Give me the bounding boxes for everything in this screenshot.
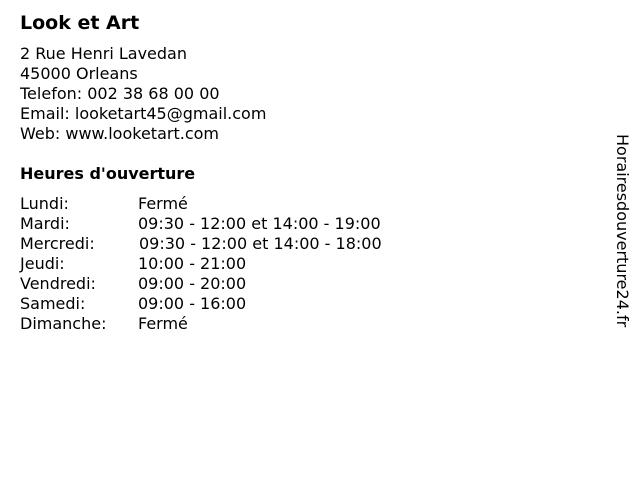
day-label: Lundi:: [20, 194, 69, 213]
day-label: Vendredi:: [20, 274, 96, 293]
phone-number: Telefon: 002 38 68 00 00: [20, 84, 220, 103]
contact-block: [20, 44, 266, 144]
day-hours: Fermé: [138, 314, 188, 333]
day-hours: Fermé: [138, 194, 188, 213]
day-hours: 09:00 - 16:00: [138, 294, 247, 313]
day-label: Dimanche:: [20, 314, 107, 333]
day-hours: 09:30 - 12:00 et 14:00 - 18:00: [139, 234, 382, 253]
email-address: Email: looketart45@gmail.com: [20, 104, 267, 123]
day-hours: 10:00 - 21:00: [138, 254, 247, 273]
day-label: Samedi:: [20, 294, 86, 313]
day-label: Mercredi:: [20, 234, 95, 253]
day-hours: 09:30 - 12:00 et 14:00 - 19:00: [138, 214, 381, 233]
day-hours: 09:00 - 20:00: [138, 274, 247, 293]
address-city: 45000 Orleans: [20, 64, 138, 83]
site-watermark-text: Horairesdouverture24.fr: [613, 134, 632, 328]
business-name: Look et Art: [20, 12, 140, 34]
website: Web: www.looketart.com: [20, 124, 219, 143]
address-street: 2 Rue Henri Lavedan: [20, 44, 187, 63]
day-label: Mardi:: [20, 214, 70, 233]
site-watermark: [612, 134, 632, 344]
day-label: Jeudi:: [20, 254, 65, 273]
opening-hours-heading: Heures d'ouverture: [20, 164, 196, 183]
